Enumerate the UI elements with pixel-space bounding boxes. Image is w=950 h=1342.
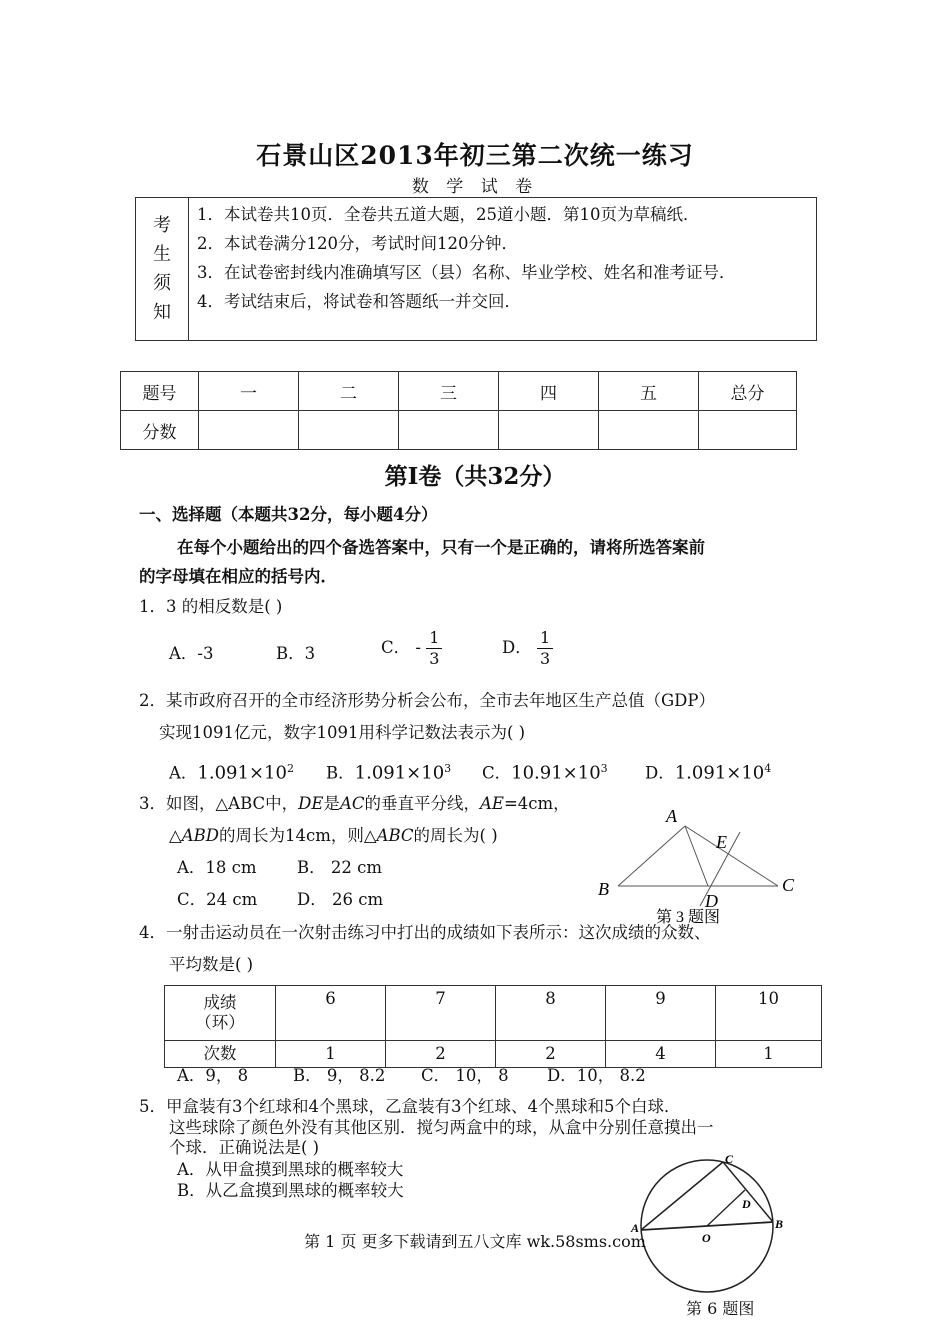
q1-c-fraction xyxy=(426,630,442,667)
q3-var: AE xyxy=(480,794,504,813)
q5-stem-line-3: 个球．正确说法是( ) xyxy=(169,1138,320,1157)
q3-label-e: E xyxy=(716,832,727,852)
q2-stem-line-1: 2．某市政府召开的全市经济形势分析会公布，全市去年地区生产总值（GDP） xyxy=(139,691,716,710)
q4-option-d: D．10， 8.2 xyxy=(547,1066,646,1085)
q1-option-d xyxy=(502,630,553,667)
q3-stem-line-2 xyxy=(169,825,498,847)
q3-label-a: A xyxy=(666,806,677,826)
part-title: 第Ⅰ卷（共32分） xyxy=(384,463,566,490)
q3-text: 的垂直平分线， xyxy=(364,794,480,813)
notice-label xyxy=(136,198,189,341)
q3-side-ac xyxy=(685,826,778,886)
q2-c-label: C． xyxy=(482,763,512,783)
q1-c-denominator: 3 xyxy=(429,649,440,668)
shooting-row-label xyxy=(165,986,276,1041)
page-footer: 第 1 页 更多下载请到五八文库 wk.58sms.com xyxy=(304,1232,646,1251)
q2-stem-line-2: 实现1091亿元，数字1091用科学记数法表示为( ) xyxy=(159,723,526,742)
q2-a-exp: 2 xyxy=(286,762,294,775)
notice-box xyxy=(135,197,817,341)
score-header-cell: 一 xyxy=(199,372,299,411)
q1-stem: 1．3 的相反数是( ) xyxy=(139,597,283,616)
shooting-score-row xyxy=(165,986,822,1041)
q1-option-c xyxy=(381,630,442,667)
q3-option-d: D． 26 cm xyxy=(297,890,384,909)
shooting-count-cell: 1 xyxy=(276,1041,386,1068)
shooting-row-label-line: （环） xyxy=(195,1013,245,1032)
q1-c-sign: - xyxy=(415,638,421,657)
q3-var: AC xyxy=(339,794,365,813)
score-cell[interactable] xyxy=(299,411,399,450)
q4-stem-line-2: 平均数是( ) xyxy=(169,955,254,974)
q1-option-a: A．-3 xyxy=(169,644,214,663)
score-cell[interactable] xyxy=(499,411,599,450)
q6-chord-ac xyxy=(641,1162,723,1230)
shooting-count-row xyxy=(165,1041,822,1068)
q3-text: 是 xyxy=(323,794,340,813)
notice-item: 2．本试卷满分120分，考试时间120分钟． xyxy=(197,234,518,253)
q3-text: =4cm， xyxy=(503,794,570,813)
q3-triangle-figure xyxy=(590,800,810,930)
notice-label-char: 须 xyxy=(153,273,171,294)
q6-label-c: C xyxy=(725,1152,734,1166)
q4-option-b: B． 9， 8.2 xyxy=(293,1066,386,1085)
q4-stem-line-1: 4．一射击运动员在一次射击练习中打出的成绩如下表所示：这次成绩的众数、 xyxy=(139,923,711,942)
q6-label-d: D xyxy=(742,1197,751,1211)
q5-option-a: A．从甲盒摸到黑球的概率较大 xyxy=(177,1160,404,1179)
q2-b-exp: 3 xyxy=(444,762,452,775)
q2-b-base: 1.091×10 xyxy=(354,762,445,784)
exam-title: 石景山区2013年初三第二次统一练习 xyxy=(256,141,694,170)
score-header-cell: 题号 xyxy=(121,372,199,411)
score-table xyxy=(120,371,797,450)
q6-label-a: A xyxy=(631,1221,640,1235)
score-cell[interactable] xyxy=(599,411,699,450)
shooting-row-label-line: 成绩 xyxy=(203,993,237,1012)
q1-d-numerator: 1 xyxy=(537,630,553,649)
score-cell[interactable] xyxy=(399,411,499,450)
instruction-line-1: 在每个小题给出的四个备选答案中，只有一个是正确的，请将所选答案前 xyxy=(177,538,705,557)
q2-option-b xyxy=(326,758,451,785)
q1-d-label: D． xyxy=(502,638,532,657)
q3-label-c: C xyxy=(782,875,795,895)
shooting-score-cell: 9 xyxy=(606,986,716,1041)
shooting-count-cell: 2 xyxy=(496,1041,606,1068)
q3-var: ABC xyxy=(376,826,414,845)
score-header-cell: 总分 xyxy=(699,372,797,411)
notice-label-char: 生 xyxy=(153,244,171,265)
score-value-row xyxy=(121,411,797,450)
q2-option-c xyxy=(482,758,608,785)
q4-option-a: A．9， 8 xyxy=(177,1066,249,1085)
score-cell[interactable] xyxy=(199,411,299,450)
q4-option-c: C． 10， 8 xyxy=(421,1066,509,1085)
shooting-row-label: 次数 xyxy=(165,1041,276,1068)
score-header-cell: 二 xyxy=(299,372,399,411)
q3-var: ABD xyxy=(181,826,219,845)
shooting-count-cell: 4 xyxy=(606,1041,716,1068)
q1-c-label: C． xyxy=(381,638,411,657)
q2-a-base: 1.091×10 xyxy=(197,762,287,784)
section-title: 一、选择题（本题共32分，每小题4分） xyxy=(139,505,438,524)
q2-option-a xyxy=(169,758,294,785)
notice-item: 3．在试卷密封线内准确填写区（县）名称、毕业学校、姓名和准考证号． xyxy=(197,263,736,282)
q2-c-exp: 3 xyxy=(600,762,608,775)
q3-text: 的周长为( ) xyxy=(413,826,498,845)
q3-var: DE xyxy=(298,794,324,813)
score-header-cell: 四 xyxy=(499,372,599,411)
q6-label-b: B xyxy=(775,1217,784,1231)
shooting-score-cell: 7 xyxy=(386,986,496,1041)
q5-option-b: B．从乙盒摸到黑球的概率较大 xyxy=(177,1181,404,1200)
q3-option-b: B． 22 cm xyxy=(297,858,382,877)
notice-item: 4．考试结束后，将试卷和答题纸一并交回． xyxy=(197,292,521,311)
q6-chord-cb xyxy=(723,1162,773,1222)
q2-d-exp: 4 xyxy=(764,762,772,775)
q5-stem-line-1: 5．甲盒装有3个红球和4个黑球，乙盒装有3个红球、4个黑球和5个白球． xyxy=(139,1097,681,1116)
q2-b-label: B． xyxy=(326,763,355,783)
q6-caption: 第 6 题图 xyxy=(686,1299,755,1318)
exam-subtitle: 数 学 试 卷 xyxy=(411,177,539,197)
shooting-count-cell: 2 xyxy=(386,1041,496,1068)
score-header-cell: 三 xyxy=(399,372,499,411)
q6-label-o: O xyxy=(702,1231,711,1245)
q2-c-base: 10.91×10 xyxy=(511,762,601,784)
q3-option-c: C．24 cm xyxy=(177,890,258,909)
q2-a-label: A． xyxy=(169,763,198,783)
q3-option-a: A．18 cm xyxy=(177,858,257,877)
shooting-count-cell: 1 xyxy=(716,1041,822,1068)
q3-segment-ad xyxy=(685,826,708,886)
shooting-score-cell: 10 xyxy=(716,986,822,1041)
notice-label-char: 考 xyxy=(153,215,171,236)
notice-item: 1．本试卷共10页．全卷共五道大题，25道小题．第10页为草稿纸． xyxy=(197,205,700,224)
score-cell[interactable] xyxy=(699,411,797,450)
q1-d-fraction xyxy=(537,630,553,667)
q3-label-d: D xyxy=(705,891,718,911)
q1-d-denominator: 3 xyxy=(539,649,551,668)
q3-label-b: B xyxy=(598,879,609,899)
q2-d-label: D． xyxy=(645,763,675,783)
q2-d-base: 1.091×10 xyxy=(674,762,765,784)
q6-right-angle-mark xyxy=(739,1190,745,1196)
score-row-label: 分数 xyxy=(121,411,199,450)
score-header-row xyxy=(121,372,797,411)
notice-label-char: 知 xyxy=(153,302,171,323)
q5-stem-line-2: 这些球除了颜色外没有其他区别．搅匀两盒中的球，从盒中分别任意摸出一 xyxy=(169,1118,714,1137)
shooting-score-cell: 8 xyxy=(496,986,606,1041)
q1-c-numerator: 1 xyxy=(426,630,442,649)
q3-stem-line-1 xyxy=(139,793,570,815)
q3-caption: 第 3 题图 xyxy=(656,909,721,926)
score-header-cell: 五 xyxy=(599,372,699,411)
q1-option-b: B．3 xyxy=(276,644,316,663)
q2-option-d xyxy=(645,758,771,785)
notice-content xyxy=(189,198,817,341)
shooting-table xyxy=(164,985,822,1068)
q3-text: △ xyxy=(169,826,182,845)
q3-text: 3．如图，△ABC中， xyxy=(139,794,299,813)
q3-side-ab xyxy=(618,826,685,886)
q3-text: 的周长为14cm，则△ xyxy=(218,826,377,845)
instruction-line-2: 的字母填在相应的括号内． xyxy=(139,567,337,586)
shooting-score-cell: 6 xyxy=(276,986,386,1041)
